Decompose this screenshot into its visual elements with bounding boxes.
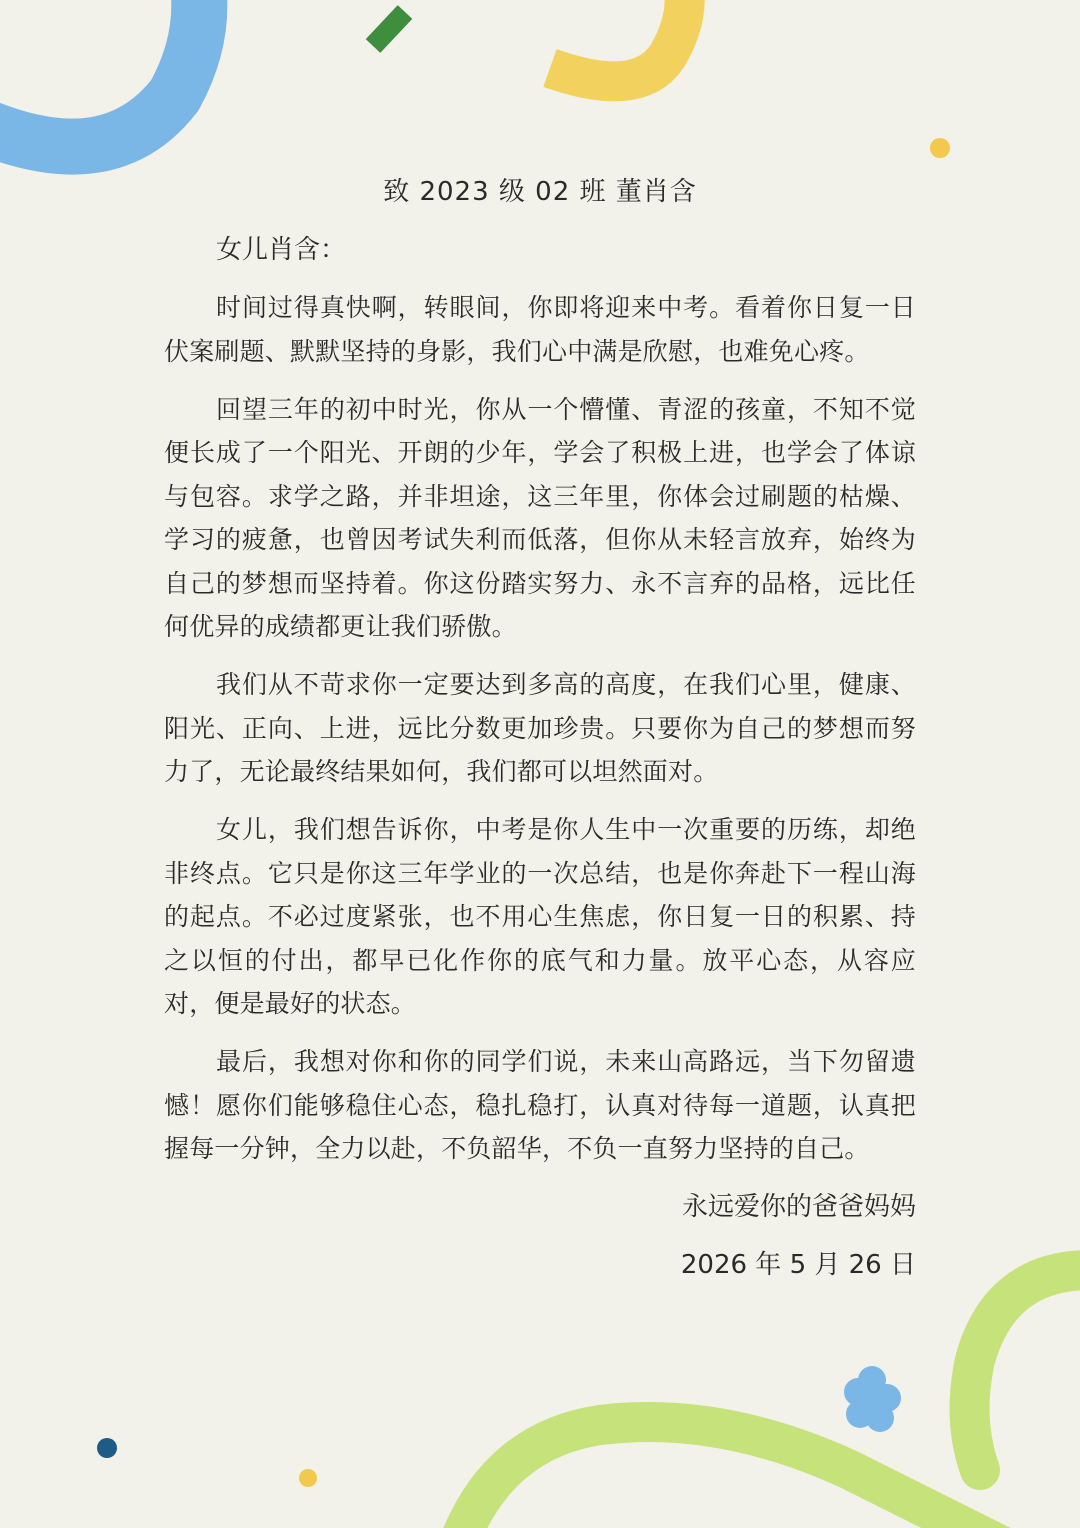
letter-paragraph: 回望三年的初中时光，你从一个懵懂、青涩的孩童，不知不觉便长成了一个阳光、开朗的少年，学会了积极上进，也学会了体谅与包容。求学之路，并非坦途，这三年里，你体会过刷题的枯燥、学习的疲惫，也曾因考试失利而低落，但你从未轻言放弃，始终为自己的梦想而坚持着。你这份踏实努力、永不言弃的品格，远比任何优异的成绩都更让我们骄傲。 <box>164 394 916 641</box>
lime-wave-bottom-decoration <box>460 1422 1000 1528</box>
lime-arc-right-decoration <box>970 1270 1080 1470</box>
green-bar-decoration <box>373 12 405 46</box>
letter-paragraph: 我们从不苛求你一定要达到多高的高度，在我们心里，健康、阳光、正向、上进，远比分数更加珍贵。只要你为自己的梦想而努力了，无论最终结果如何，我们都可以坦然面对。 <box>164 670 916 786</box>
letter-title: 致 2023 级 02 班 董肖含 <box>383 177 697 207</box>
flower-decoration <box>844 1366 901 1432</box>
yellow-hook-decoration <box>550 0 685 81</box>
letter-paragraph: 最后，我想对你和你的同学们说，未来山高路远，当下勿留遗憾！愿你们能够稳住心态，稳扎稳打，认真对待每一道题，认真把握每一分钟，全力以赴，不负韶华，不负一直努力坚持的自己。 <box>164 1047 916 1163</box>
blue-arc-decoration <box>0 0 199 147</box>
letter-greeting: 女儿肖含： <box>216 235 347 265</box>
letter-date: 2026 年 5 月 26 日 <box>680 1250 916 1280</box>
letter-body <box>164 170 916 1301</box>
letter-paragraph: 时间过得真快啊，转眼间，你即将迎来中考。看着你日复一日伏案刷题、默默坚持的身影，我们心中满是欣慰，也难免心疼。 <box>164 293 916 366</box>
yellow-dot-bottom-decoration <box>299 1469 317 1487</box>
yellow-dot-decoration <box>930 138 950 158</box>
letter-signature: 永远爱你的爸爸妈妈 <box>681 1192 916 1222</box>
letter-paragraph: 女儿，我们想告诉你，中考是你人生中一次重要的历练，却绝非终点。它只是你这三年学业的一次总结，也是你奔赴下一程山海的起点。不必过度紧张，也不用心生焦虑，你日复一日的积累、持之以恒的付出，都早已化作你的底气和力量。放平心态，从容应对，便是最好的状态。 <box>164 815 916 1018</box>
navy-dot-decoration <box>97 1438 117 1458</box>
